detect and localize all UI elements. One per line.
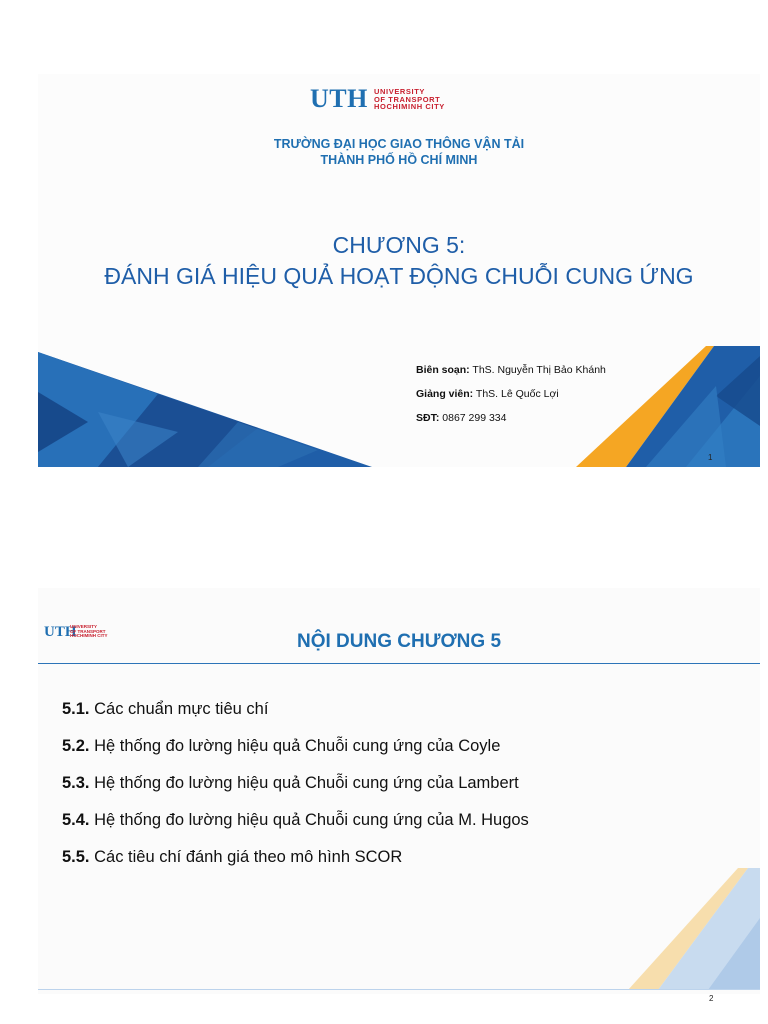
- chapter-title: ĐÁNH GIÁ HIỆU QUẢ HOẠT ĐỘNG CHUỖI CUNG ỨNG: [104, 263, 694, 289]
- lecturer-label: Giảng viên:: [416, 388, 474, 400]
- lecturer-line: [416, 388, 559, 400]
- toc-item-5-2: 5.2. Hệ thống đo lường hiệu quả Chuỗi cung ứng của Coyle: [62, 737, 501, 755]
- page-number-2: 2: [709, 994, 714, 1003]
- phone-label: SĐT:: [416, 412, 440, 424]
- phone-value: 0867 299 334: [439, 412, 507, 424]
- university-name-line1: TRƯỜNG ĐẠI HỌC GIAO THÔNG VẬN TẢI: [273, 137, 525, 151]
- logo-subtext: UNIVERSITY OF TRANSPORT HOCHIMINH CITY: [374, 87, 445, 111]
- author-value: ThS. Nguyễn Thị Bảo Khánh: [469, 364, 606, 376]
- chapter-number: CHƯƠNG 5:: [332, 232, 466, 258]
- logo-mark: UTH: [44, 624, 77, 640]
- author-line: [416, 364, 606, 376]
- logo-mark: UTH: [310, 84, 368, 113]
- title-divider: [38, 663, 760, 664]
- university-name-line2: THÀNH PHỐ HỒ CHÍ MINH: [320, 153, 478, 167]
- phone-line: [416, 412, 507, 424]
- page-number: 1: [708, 453, 713, 462]
- toc-item-5-4: 5.4. Hệ thống đo lường hiệu quả Chuỗi cung ứng của M. Hugos: [62, 811, 529, 829]
- toc-item-5-5: 5.5. Các tiêu chí đánh giá theo mô hình SCOR: [62, 848, 403, 866]
- contents-slide: [38, 588, 760, 994]
- title-slide: [38, 74, 760, 467]
- right-corner-decoration: [576, 336, 760, 467]
- toc-item-5-3: 5.3. Hệ thống đo lường hiệu quả Chuỗi cung ứng của Lambert: [62, 774, 519, 792]
- faded-corner-decoration: [628, 858, 760, 990]
- logo-subtext: UNIVERSITY OF TRANSPORT HOCHIMINH CITY: [70, 624, 108, 639]
- toc-item-5-1: 5.1. Các chuẩn mực tiêu chí: [62, 700, 269, 718]
- lecturer-value: ThS. Lê Quốc Lợi: [473, 388, 559, 400]
- left-blue-banner: [38, 352, 372, 467]
- contents-title: NỘI DUNG CHƯƠNG 5: [296, 631, 502, 652]
- author-label: Biên soạn:: [416, 364, 470, 376]
- footer-divider: [38, 989, 760, 990]
